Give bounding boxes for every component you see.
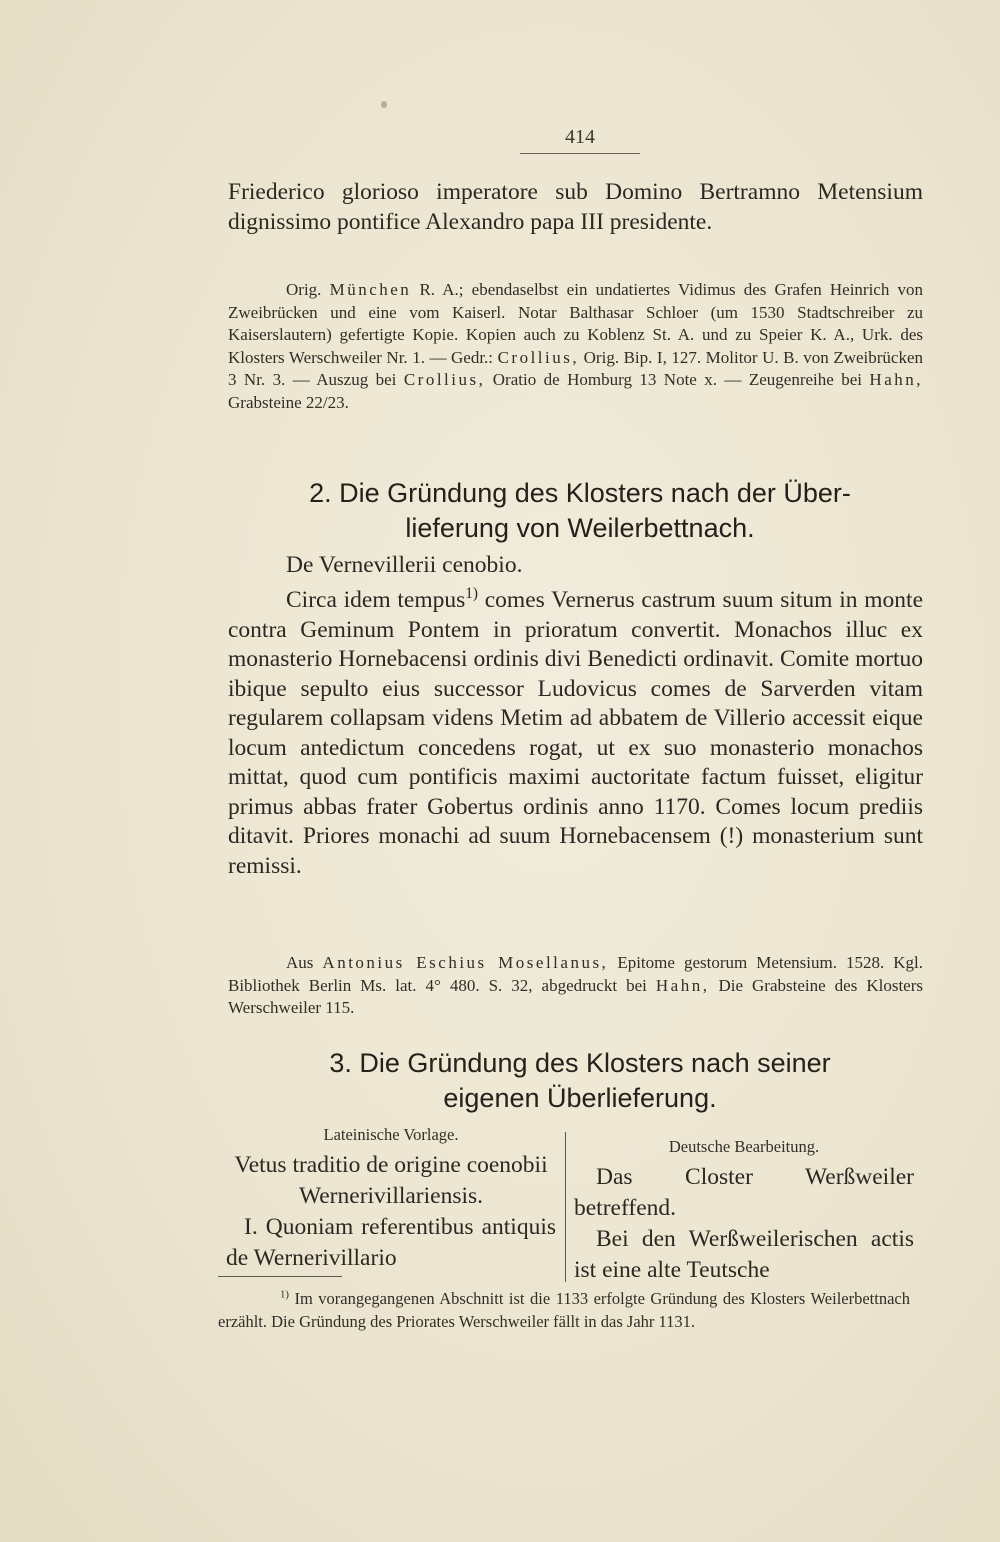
column-divider	[565, 1132, 566, 1282]
latin-column-title: Vetus traditio de origine coenobii Wernerivillariensis.	[234, 1152, 548, 1209]
source-note-1-lead: Orig.	[286, 280, 322, 299]
source-note-1-text-4: Grabsteine 22/23.	[228, 392, 349, 412]
source-note-1-text-2: Orig. Bip. I, 127. Molitor U. B. von Zweibrücken 3 Nr. 3. — Auszug bei	[228, 347, 924, 389]
section-2-subtitle: De Vernevillerii cenobio.	[286, 552, 523, 578]
latin-column-label: Lateinische Vorlage.	[323, 1125, 459, 1144]
source-note-1-author-2: Crollius,	[403, 370, 486, 389]
section-2-paragraph	[228, 586, 923, 881]
latin-column-text: I. Quoniam referentibus antiquis de Wernerivillario	[226, 1214, 556, 1271]
source-note-1-author-3: Hahn,	[869, 370, 923, 389]
page-number: 414	[565, 126, 595, 148]
section-2-source-note-text-2: Die Grabsteine des Klosters Werschweiler 115.	[228, 975, 923, 1017]
section-2-heading	[240, 476, 920, 546]
footnote-reference: 1)	[465, 585, 478, 603]
paper-speck	[381, 101, 387, 108]
section-2-source-note-author: Antonius Eschius Mosellanus,	[322, 953, 609, 972]
footnote-rule	[218, 1276, 342, 1277]
section-2-source-note	[228, 952, 923, 1020]
footnote	[218, 1288, 910, 1333]
german-column	[574, 1124, 914, 1286]
section-2-source-note-text-1: Epitome gestorum Metensium. 1528. Kgl. Bibliothek Berlin Ms. lat. 4° 480. S. 32, abgedruckt bei	[228, 953, 923, 995]
german-column-label: Deutsche Bearbeitung.	[668, 1137, 820, 1156]
german-column-title: Das Closter Werßweiler betreffend.	[574, 1164, 914, 1221]
parallel-columns	[226, 1124, 916, 1284]
page-number-rule	[520, 153, 640, 154]
section-2-paragraph-start: Circa idem tempus	[286, 587, 466, 613]
source-note-1-text-3: Oratio de Homburg 13 Note x. — Zeugenreihe bei	[492, 370, 862, 389]
section-2-paragraph-rest: comes Vernerus castrum suum situm in monte contra Geminum Pontem in prioratum convertit. Monachos illuc ex monasterio Hornebacensi ordinis divi Benedicti ordinavit. Comite mortuo ibique sepulto eius successor Ludovicus comes de Sarverden vitam regularem collapsam videns Metim ad abbatem de Villerio accessit eique locum antedictum concedens rogat, ut ex suo monasterio monachos mittat, quod cum pontificis maximi auctoritate factum fuisset, eligitur primus abbas frater Gobertus ordinis anno 1170. Comes locum prediis ditavit. Priores monachi ad suum Hornebacensem (!) monasterium sunt remissi.	[228, 587, 923, 879]
footnote-mark: 1)	[280, 1288, 289, 1301]
section-3-heading	[240, 1046, 920, 1116]
source-note-1	[228, 279, 923, 414]
source-note-1-text-1: R. A.; ebendaselbst ein undatiertes Vidimus des Grafen Heinrich von Zweibrücken und eine vom Kaiserl. Notar Balthasar Schloer (um 1530 Stadtschreiber zu Kaiserslautern) gefertigte Kopie. Kopien auch zu Koblenz St. A. und zu Speier K. A., Urk. des Klosters Werschweiler Nr. 1. — Gedr.:	[228, 280, 924, 367]
latin-column	[226, 1124, 556, 1274]
intro-paragraph: Friederico glorioso imperatore sub Domino Bertramno Metensium dignissimo pontifice Alexandro papa III presidente.	[228, 179, 923, 235]
german-column-text: Bei den Werßweilerischen actis ist eine alte Teutsche	[574, 1226, 914, 1283]
section-3-heading-line-1: 3. Die Gründung des Klosters nach seiner	[329, 1048, 831, 1078]
section-2-source-note-lead: Aus	[286, 953, 314, 972]
source-note-1-author-1: Crollius,	[497, 347, 580, 367]
section-2-source-note-author-2: Hahn,	[655, 975, 710, 995]
section-2-heading-line-1: 2. Die Gründung des Klosters nach der Über-	[309, 478, 851, 508]
footnote-text: Im vorangegangenen Abschnitt ist die 1133 erfolgte Gründung des Klosters Weilerbettnach erzählt. Die Gründung des Priorates Werschweiler fällt in das Jahr 1131.	[218, 1289, 911, 1331]
section-2-heading-line-2: lieferung von Weilerbettnach.	[405, 513, 755, 543]
section-3-heading-line-2: eigenen Überlieferung.	[443, 1083, 717, 1113]
source-note-1-place: München	[329, 280, 412, 299]
